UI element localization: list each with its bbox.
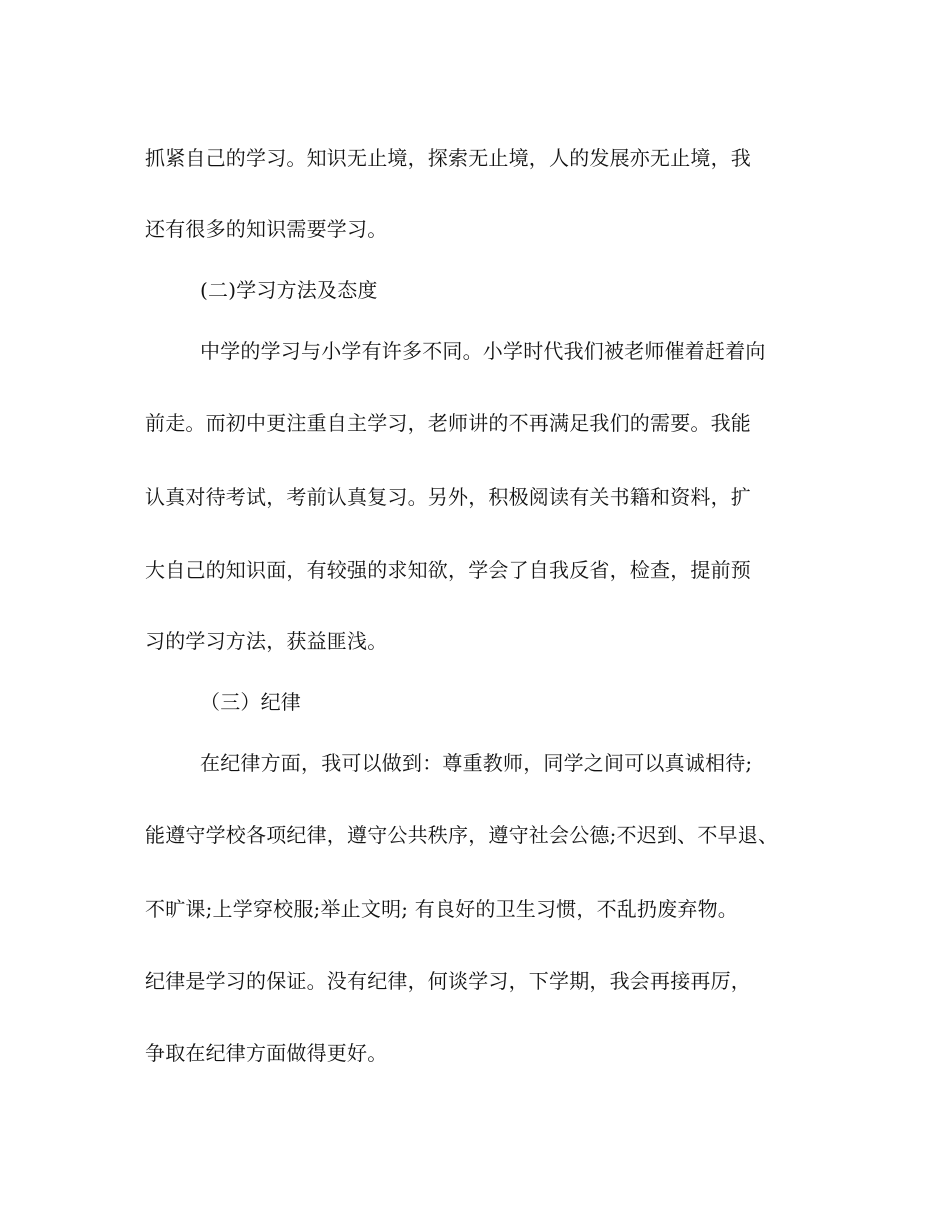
- section-heading: （三）纪律: [200, 690, 301, 714]
- body-text-line: 中学的学习与小学有许多不同。小学时代我们被老师催着赶着向: [200, 339, 766, 363]
- body-text-line: 能遵守学校各项纪律，遵守公共秩序，遵守社会公德;不迟到、不早退、: [145, 823, 779, 847]
- body-text-line: 前走。而初中更注重自主学习，老师讲的不再满足我们的需要。我能: [145, 411, 751, 435]
- body-text-line: 习的学习方法，获益匪浅。: [145, 629, 388, 653]
- body-text-line: 抓紧自己的学习。知识无止境，探索无止境，人的发展亦无止境，我: [145, 146, 751, 170]
- body-text-line: 还有很多的知识需要学习。: [145, 217, 388, 241]
- body-text-line: 纪律是学习的保证。没有纪律，何谈学习，下学期，我会再接再厉，: [145, 969, 751, 993]
- body-text-line: 大自己的知识面，有较强的求知欲，学会了自我反省，检查，提前预: [145, 558, 751, 582]
- body-text-line: 不旷课;上学穿校服;举止文明; 有良好的卫生习惯，不乱扔废弃物。: [145, 897, 738, 921]
- body-text-line: 争取在纪律方面做得更好。: [145, 1041, 388, 1065]
- body-text-line: 在纪律方面，我可以做到：尊重教师，同学之间可以真诚相待;: [200, 751, 753, 775]
- section-heading: (二)学习方法及态度: [200, 278, 378, 302]
- body-text-line: 认真对待考试，考前认真复习。另外，积极阅读有关书籍和资料，扩: [145, 485, 751, 509]
